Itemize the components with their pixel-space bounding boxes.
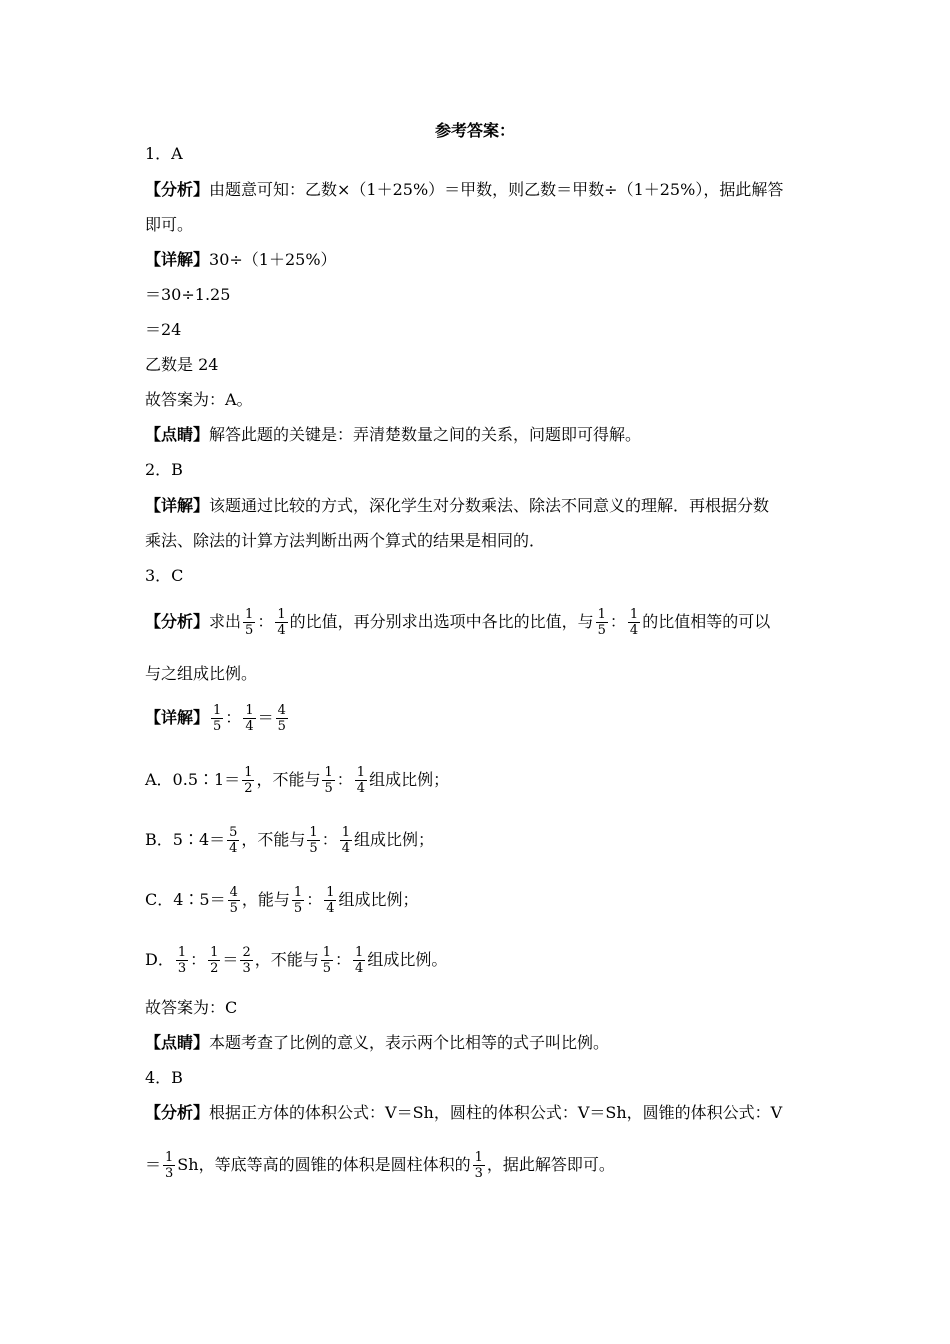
q3-detail	[145, 698, 290, 738]
colon: ：	[190, 950, 207, 969]
q1-step-2: ＝30÷1.25	[145, 285, 231, 304]
q3-option-b	[145, 820, 434, 860]
q4-analysis-text: Sh，等底等高的圆锥的体积是圆柱体积的	[177, 1155, 471, 1174]
option-text: ，不能与	[254, 950, 319, 969]
fraction	[275, 607, 287, 638]
q1-answer: 故答案为：A。	[145, 390, 253, 409]
q1-comment	[145, 425, 641, 445]
q3-analysis-text: 的比值相等的可以	[642, 612, 771, 631]
equals: ＝	[145, 1155, 162, 1174]
numerator: 1	[324, 765, 333, 780]
numerator: 1	[341, 825, 350, 840]
q4-analysis	[145, 1103, 782, 1123]
fraction	[228, 885, 240, 916]
q3-analysis-text: 的比值，再分别求出选项中各比的比值，与	[289, 612, 594, 631]
denominator: 5	[213, 719, 222, 734]
q2-detail	[145, 496, 769, 516]
numerator: 1	[165, 1150, 174, 1165]
denominator: 4	[229, 841, 238, 856]
fraction	[176, 945, 188, 976]
numerator: 1	[355, 945, 364, 960]
denominator: 4	[356, 781, 366, 796]
q1-analysis	[145, 180, 783, 200]
fraction	[227, 825, 239, 856]
fraction	[628, 607, 640, 638]
colon: ：	[336, 770, 353, 789]
option-text: 组成比例；	[354, 830, 435, 849]
option-text: ，不能与	[241, 830, 306, 849]
denominator: 3	[177, 961, 187, 976]
denominator: 5	[229, 901, 238, 916]
denominator: 4	[326, 901, 335, 916]
q3-comment-text: 本题考查了比例的意义，表示两个比相等的式子叫比例。	[209, 1033, 610, 1052]
comment-tag: 【点睛】	[145, 1033, 210, 1052]
denominator: 3	[242, 961, 251, 976]
numerator: 1	[213, 703, 222, 718]
q4-analysis-cont	[145, 1145, 615, 1185]
denominator: 5	[597, 623, 606, 638]
colon: ：	[321, 830, 338, 849]
numerator: 1	[322, 945, 332, 960]
option-text: ，能与	[241, 890, 290, 909]
equals: ＝	[257, 708, 274, 727]
detail-tag: 【详解】	[145, 250, 210, 269]
numerator: 1	[245, 607, 254, 622]
fraction	[243, 607, 255, 638]
fraction	[292, 885, 304, 916]
q4-head: 4．B	[145, 1068, 183, 1087]
denominator: 5	[245, 623, 254, 638]
fraction	[276, 703, 288, 734]
colon: ：	[257, 612, 274, 631]
colon: ：	[225, 708, 242, 727]
comment-tag: 【点睛】	[145, 425, 210, 444]
colon: ：	[609, 612, 626, 631]
colon: ：	[306, 890, 323, 909]
q3-option-d	[145, 940, 447, 980]
q2-detail-text: 该题通过比较的方式，深化学生对分数乘法、除法不同意义的理解．再根据分数	[209, 496, 770, 515]
q1-comment-text: 解答此题的关键是：弄清楚数量之间的关系，问题即可得解。	[209, 425, 642, 444]
denominator: 5	[322, 961, 332, 976]
option-text: 组成比例；	[338, 890, 419, 909]
option-text: B．5∶4＝	[145, 830, 226, 849]
analysis-tag: 【分析】	[145, 1103, 210, 1122]
analysis-tag: 【分析】	[145, 612, 210, 631]
option-text: D．	[145, 950, 174, 969]
numerator: 1	[474, 1150, 483, 1165]
numerator: 1	[177, 945, 187, 960]
denominator: 4	[245, 719, 254, 734]
numerator: 2	[242, 945, 251, 960]
denominator: 4	[629, 623, 639, 638]
option-text: A．0.5∶1＝	[145, 770, 241, 789]
detail-tag: 【详解】	[145, 708, 210, 727]
numerator: 1	[277, 607, 286, 622]
q1-head: 1．A	[145, 144, 183, 163]
q1-step-3: ＝24	[145, 320, 182, 339]
denominator: 4	[277, 623, 286, 638]
q3-option-c	[145, 880, 419, 920]
option-text: 组成比例。	[367, 950, 448, 969]
numerator: 1	[326, 885, 335, 900]
fraction	[163, 1150, 175, 1181]
denominator: 5	[324, 781, 333, 796]
option-text: 组成比例；	[369, 770, 450, 789]
q3-analysis-cont: 与之组成比例。	[145, 664, 258, 683]
q1-analysis-cont: 即可。	[145, 215, 194, 234]
numerator: 1	[244, 765, 253, 780]
colon: ：	[335, 950, 352, 969]
denominator: 3	[474, 1166, 483, 1181]
denominator: 3	[165, 1166, 174, 1181]
fraction	[242, 765, 254, 796]
fraction	[307, 825, 319, 856]
denominator: 5	[293, 901, 303, 916]
q3-head: 3．C	[145, 566, 184, 585]
equals: ＝	[222, 950, 239, 969]
denominator: 5	[277, 719, 286, 734]
q3-answer: 故答案为：C	[145, 998, 238, 1017]
q2-detail-cont: 乘法、除法的计算方法判断出两个算式的结果是相同的．	[145, 531, 546, 550]
q4-analysis-text: 根据正方体的体积公式：V＝Sh，圆柱的体积公式：V＝Sh，圆锥的体积公式：V	[209, 1103, 783, 1122]
denominator: 2	[210, 961, 219, 976]
q1-result: 乙数是 24	[145, 355, 219, 374]
numerator: 1	[293, 885, 303, 900]
numerator: 4	[277, 703, 286, 718]
q3-comment	[145, 1033, 609, 1053]
q4-analysis-text: ，据此解答即可。	[486, 1155, 615, 1174]
fraction	[243, 703, 255, 734]
numerator: 1	[210, 945, 219, 960]
denominator: 2	[244, 781, 253, 796]
numerator: 1	[597, 607, 606, 622]
analysis-tag: 【分析】	[145, 180, 210, 199]
fraction	[321, 945, 333, 976]
denominator: 5	[309, 841, 318, 856]
q1-analysis-text: 由题意可知：乙数×（1＋25%）＝甲数，则乙数＝甲数÷（1＋25%），据此解答	[209, 180, 784, 199]
numerator: 1	[309, 825, 318, 840]
q3-option-a	[145, 760, 449, 800]
detail-tag: 【详解】	[145, 496, 210, 515]
option-text: ，不能与	[256, 770, 321, 789]
q1-detail	[145, 250, 337, 270]
q2-head: 2．B	[145, 460, 183, 479]
option-text: C．4∶5＝	[145, 890, 226, 909]
numerator: 4	[229, 885, 238, 900]
numerator: 1	[629, 607, 639, 622]
numerator: 1	[356, 765, 366, 780]
numerator: 1	[245, 703, 254, 718]
fraction	[240, 945, 252, 976]
denominator: 4	[355, 961, 364, 976]
q3-analysis-text: 求出	[209, 612, 242, 631]
q3-analysis	[145, 602, 770, 642]
q1-detail-text: 30÷（1＋25%）	[209, 250, 337, 269]
fraction	[322, 765, 334, 796]
fraction	[473, 1150, 485, 1181]
numerator: 5	[229, 825, 238, 840]
fraction	[211, 703, 223, 734]
denominator: 4	[341, 841, 350, 856]
page-title: 参考答案：	[434, 121, 515, 140]
fraction	[340, 825, 352, 856]
fraction	[324, 885, 336, 916]
fraction	[596, 607, 608, 638]
fraction	[208, 945, 220, 976]
fraction	[355, 765, 367, 796]
fraction	[353, 945, 365, 976]
